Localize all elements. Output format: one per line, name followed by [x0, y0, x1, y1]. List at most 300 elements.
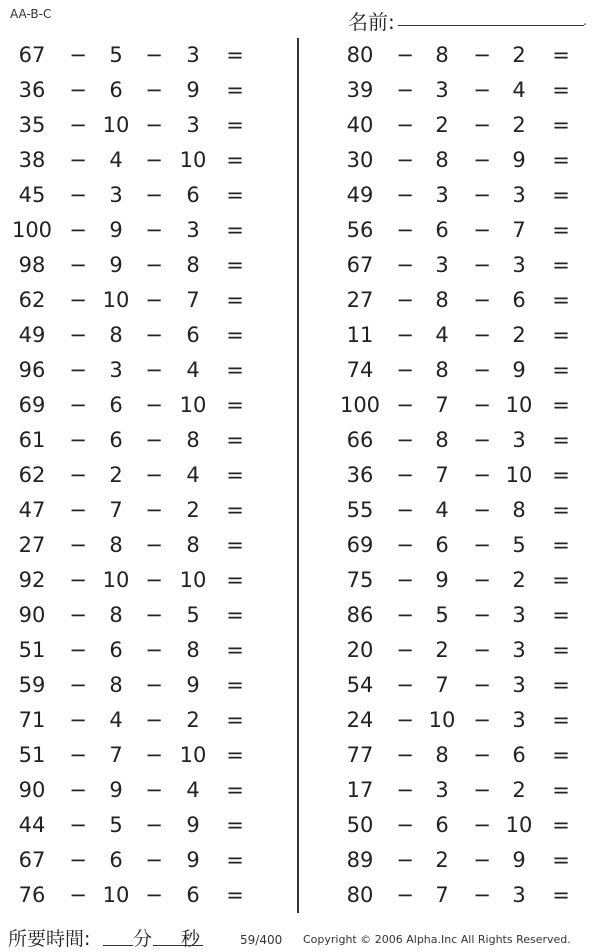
minus-sign: − [145, 638, 163, 662]
subtrahend-1: 3 [435, 183, 449, 207]
equals-sign: = [226, 883, 244, 907]
problem-row [330, 214, 600, 249]
subtrahend-2: 8 [186, 638, 200, 662]
minus-sign: − [145, 743, 163, 767]
equals-sign: = [226, 603, 244, 627]
problem-row [0, 739, 280, 774]
problem-row [330, 774, 600, 809]
copyright-notice: Copyright © 2006 Alpha.Inc All Rights Reserved. [303, 933, 571, 946]
equals-sign: = [226, 848, 244, 872]
minus-sign: − [145, 883, 163, 907]
subtrahend-1: 8 [109, 673, 123, 697]
minus-sign: − [473, 113, 491, 137]
subtrahend-1: 9 [109, 778, 123, 802]
problem-row [330, 634, 600, 669]
minus-sign: − [69, 218, 87, 242]
problem-row [0, 669, 280, 704]
equals-sign: = [552, 218, 570, 242]
subtrahend-1: 10 [102, 113, 130, 137]
subtrahend-1: 3 [435, 78, 449, 102]
subtrahend-2: 3 [512, 708, 526, 732]
minuend: 27 [346, 288, 374, 312]
minuend: 27 [18, 533, 46, 557]
equals-sign: = [552, 673, 570, 697]
minuend: 54 [346, 673, 374, 697]
subtrahend-1: 6 [109, 428, 123, 452]
problem-row [0, 39, 280, 74]
minus-sign: − [396, 253, 414, 277]
minus-sign: − [473, 183, 491, 207]
minuend: 71 [18, 708, 46, 732]
minus-sign: − [396, 218, 414, 242]
minuend: 80 [346, 43, 374, 67]
equals-sign: = [552, 883, 570, 907]
problem-row [330, 144, 600, 179]
minus-sign: − [396, 778, 414, 802]
problem-row [0, 704, 280, 739]
minuend: 66 [346, 428, 374, 452]
equals-sign: = [226, 183, 244, 207]
minus-sign: − [473, 603, 491, 627]
minuend: 49 [18, 323, 46, 347]
minuend: 69 [18, 393, 46, 417]
equals-sign: = [226, 253, 244, 277]
minuend: 98 [18, 253, 46, 277]
subtrahend-2: 9 [512, 148, 526, 172]
problem-row [0, 74, 280, 109]
minus-sign: − [69, 148, 87, 172]
subtrahend-1: 6 [435, 533, 449, 557]
equals-sign: = [552, 78, 570, 102]
problem-row [0, 494, 280, 529]
minus-sign: − [69, 78, 87, 102]
problem-row [330, 529, 600, 564]
problem-row [330, 284, 600, 319]
subtrahend-2: 3 [512, 673, 526, 697]
subtrahend-1: 8 [435, 43, 449, 67]
minus-sign: − [396, 743, 414, 767]
minus-sign: − [145, 778, 163, 802]
problem-row [330, 494, 600, 529]
minus-sign: − [69, 393, 87, 417]
subtrahend-1: 7 [435, 463, 449, 487]
minuend: 20 [346, 638, 374, 662]
minus-sign: − [396, 848, 414, 872]
minuend: 86 [346, 603, 374, 627]
problem-row [330, 39, 600, 74]
minus-sign: − [145, 253, 163, 277]
subtrahend-2: 10 [179, 743, 207, 767]
minutes-unit: 分 [133, 928, 153, 950]
problem-row [0, 424, 280, 459]
minus-sign: − [145, 813, 163, 837]
minus-sign: − [473, 708, 491, 732]
equals-sign: = [226, 393, 244, 417]
subtrahend-2: 6 [512, 743, 526, 767]
minus-sign: − [69, 638, 87, 662]
minus-sign: − [145, 498, 163, 522]
minus-sign: − [396, 358, 414, 382]
minus-sign: − [396, 323, 414, 347]
problem-row [330, 809, 600, 844]
subtrahend-2: 6 [186, 323, 200, 347]
minus-sign: − [145, 78, 163, 102]
subtrahend-2: 10 [179, 148, 207, 172]
equals-sign: = [226, 113, 244, 137]
subtrahend-2: 5 [512, 533, 526, 557]
equals-sign: = [552, 743, 570, 767]
minus-sign: − [473, 288, 491, 312]
equals-sign: = [226, 218, 244, 242]
minus-sign: − [145, 148, 163, 172]
minuend: 47 [18, 498, 46, 522]
equals-sign: = [552, 603, 570, 627]
equals-sign: = [552, 848, 570, 872]
subtrahend-1: 4 [109, 708, 123, 732]
subtrahend-1: 7 [109, 498, 123, 522]
minus-sign: − [396, 568, 414, 592]
minus-sign: − [69, 848, 87, 872]
subtrahend-2: 4 [186, 358, 200, 382]
equals-sign: = [226, 288, 244, 312]
subtrahend-2: 4 [186, 778, 200, 802]
minus-sign: − [69, 778, 87, 802]
subtrahend-2: 6 [512, 288, 526, 312]
subtrahend-2: 2 [512, 43, 526, 67]
minuend: 96 [18, 358, 46, 382]
column-divider [297, 38, 299, 913]
subtrahend-1: 2 [435, 638, 449, 662]
minuend: 55 [346, 498, 374, 522]
subtrahend-1: 6 [109, 848, 123, 872]
equals-sign: = [552, 533, 570, 557]
problem-row [0, 529, 280, 564]
subtrahend-1: 10 [428, 708, 456, 732]
minuend: 80 [346, 883, 374, 907]
subtrahend-2: 8 [186, 253, 200, 277]
minuend: 36 [18, 78, 46, 102]
minus-sign: − [145, 533, 163, 557]
minus-sign: − [145, 393, 163, 417]
problem-row [0, 879, 280, 914]
minus-sign: − [396, 428, 414, 452]
problem-row [330, 109, 600, 144]
minus-sign: − [473, 778, 491, 802]
subtrahend-2: 3 [512, 883, 526, 907]
problem-row [330, 844, 600, 879]
subtrahend-2: 3 [512, 638, 526, 662]
equals-sign: = [552, 498, 570, 522]
subtrahend-1: 3 [435, 778, 449, 802]
equals-sign: = [552, 323, 570, 347]
minus-sign: − [396, 463, 414, 487]
minus-sign: − [396, 78, 414, 102]
minus-sign: − [145, 848, 163, 872]
minus-sign: − [473, 568, 491, 592]
subtrahend-1: 6 [435, 218, 449, 242]
subtrahend-1: 9 [109, 218, 123, 242]
minutes-blank[interactable] [103, 945, 133, 946]
equals-sign: = [226, 428, 244, 452]
left-problem-column [0, 39, 280, 914]
minus-sign: − [396, 393, 414, 417]
minus-sign: − [473, 463, 491, 487]
subtrahend-1: 4 [435, 323, 449, 347]
minus-sign: − [145, 568, 163, 592]
subtrahend-1: 3 [435, 253, 449, 277]
subtrahend-2: 10 [505, 463, 533, 487]
subtrahend-1: 2 [435, 113, 449, 137]
equals-sign: = [552, 113, 570, 137]
equals-sign: = [226, 498, 244, 522]
minus-sign: − [473, 883, 491, 907]
subtrahend-1: 6 [435, 813, 449, 837]
minuend: 51 [18, 743, 46, 767]
problem-row [0, 774, 280, 809]
equals-sign: = [552, 778, 570, 802]
subtrahend-2: 2 [186, 498, 200, 522]
subtrahend-2: 10 [505, 813, 533, 837]
minus-sign: − [145, 323, 163, 347]
problem-row [330, 354, 600, 389]
problem-row [330, 459, 600, 494]
problem-row [330, 704, 600, 739]
minus-sign: − [69, 183, 87, 207]
name-field-line[interactable] [398, 25, 584, 26]
minus-sign: − [396, 603, 414, 627]
equals-sign: = [226, 533, 244, 557]
minus-sign: − [396, 43, 414, 67]
problem-row [0, 389, 280, 424]
subtrahend-1: 8 [109, 603, 123, 627]
minus-sign: − [396, 183, 414, 207]
minuend: 90 [18, 603, 46, 627]
minuend: 56 [346, 218, 374, 242]
equals-sign: = [226, 743, 244, 767]
minus-sign: − [396, 533, 414, 557]
subtrahend-1: 9 [435, 568, 449, 592]
minus-sign: − [473, 358, 491, 382]
minus-sign: − [145, 113, 163, 137]
minus-sign: − [145, 358, 163, 382]
equals-sign: = [552, 183, 570, 207]
problem-row [0, 459, 280, 494]
problem-row [0, 284, 280, 319]
equals-sign: = [226, 323, 244, 347]
equals-sign: = [552, 568, 570, 592]
name-label: 名前: [348, 10, 395, 34]
minus-sign: − [145, 288, 163, 312]
subtrahend-2: 4 [186, 463, 200, 487]
minuend: 61 [18, 428, 46, 452]
subtrahend-1: 8 [435, 743, 449, 767]
subtrahend-2: 10 [179, 393, 207, 417]
seconds-unit: 秒 [181, 928, 201, 950]
minus-sign: − [396, 673, 414, 697]
subtrahend-1: 8 [109, 533, 123, 557]
subtrahend-1: 3 [109, 358, 123, 382]
minuend: 92 [18, 568, 46, 592]
problem-row [330, 739, 600, 774]
subtrahend-1: 8 [435, 428, 449, 452]
minus-sign: − [145, 43, 163, 67]
name-end-mark: . [583, 14, 587, 28]
problem-row [330, 879, 600, 914]
equals-sign: = [552, 253, 570, 277]
subtrahend-2: 9 [512, 848, 526, 872]
subtrahend-2: 8 [186, 428, 200, 452]
minuend: 100 [11, 218, 53, 242]
subtrahend-2: 4 [512, 78, 526, 102]
subtrahend-1: 6 [109, 638, 123, 662]
subtrahend-2: 7 [186, 288, 200, 312]
minus-sign: − [473, 743, 491, 767]
minus-sign: − [69, 323, 87, 347]
equals-sign: = [552, 428, 570, 452]
problem-row [330, 319, 600, 354]
subtrahend-1: 5 [109, 813, 123, 837]
minus-sign: − [396, 638, 414, 662]
minus-sign: − [69, 288, 87, 312]
minus-sign: − [396, 148, 414, 172]
seconds-blank[interactable] [153, 945, 181, 946]
equals-sign: = [552, 358, 570, 382]
problem-row [0, 109, 280, 144]
minus-sign: − [473, 393, 491, 417]
minuend: 90 [18, 778, 46, 802]
problem-row [0, 354, 280, 389]
minuend: 69 [346, 533, 374, 557]
minus-sign: − [69, 113, 87, 137]
equals-sign: = [226, 78, 244, 102]
minus-sign: − [69, 358, 87, 382]
subtrahend-2: 3 [186, 43, 200, 67]
subtrahend-2: 3 [512, 183, 526, 207]
subtrahend-1: 10 [102, 883, 130, 907]
minus-sign: − [145, 183, 163, 207]
minuend: 59 [18, 673, 46, 697]
minuend: 62 [18, 288, 46, 312]
minus-sign: − [473, 323, 491, 347]
subtrahend-1: 7 [435, 393, 449, 417]
equals-sign: = [552, 43, 570, 67]
subtrahend-2: 5 [186, 603, 200, 627]
minuend: 11 [346, 323, 374, 347]
minus-sign: − [145, 673, 163, 697]
minuend: 45 [18, 183, 46, 207]
minus-sign: − [145, 428, 163, 452]
minuend: 49 [346, 183, 374, 207]
subtrahend-2: 3 [512, 603, 526, 627]
minus-sign: − [69, 533, 87, 557]
subtrahend-1: 6 [109, 78, 123, 102]
minus-sign: − [69, 463, 87, 487]
minuend: 67 [346, 253, 374, 277]
minus-sign: − [145, 603, 163, 627]
equals-sign: = [552, 638, 570, 662]
minuend: 24 [346, 708, 374, 732]
minus-sign: − [396, 113, 414, 137]
subtrahend-2: 3 [512, 428, 526, 452]
problem-row [330, 564, 600, 599]
equals-sign: = [226, 778, 244, 802]
minuend: 51 [18, 638, 46, 662]
minus-sign: − [473, 638, 491, 662]
problem-row [0, 564, 280, 599]
subtrahend-2: 8 [186, 533, 200, 557]
equals-sign: = [552, 708, 570, 732]
minus-sign: − [69, 673, 87, 697]
subtrahend-2: 9 [186, 848, 200, 872]
problem-row [330, 389, 600, 424]
equals-sign: = [226, 43, 244, 67]
subtrahend-2: 10 [505, 393, 533, 417]
equals-sign: = [226, 148, 244, 172]
subtrahend-1: 4 [109, 148, 123, 172]
subtrahend-2: 6 [186, 183, 200, 207]
equals-sign: = [226, 638, 244, 662]
subtrahend-1: 3 [109, 183, 123, 207]
minus-sign: − [473, 673, 491, 697]
equals-sign: = [226, 813, 244, 837]
minuend: 17 [346, 778, 374, 802]
subtrahend-2: 9 [186, 813, 200, 837]
subtrahend-2: 9 [186, 673, 200, 697]
subtrahend-2: 7 [512, 218, 526, 242]
problem-row [0, 599, 280, 634]
subtrahend-1: 4 [435, 498, 449, 522]
minuend: 74 [346, 358, 374, 382]
subtrahend-2: 3 [512, 253, 526, 277]
minuend: 100 [339, 393, 381, 417]
minus-sign: − [396, 288, 414, 312]
subtrahend-2: 2 [512, 568, 526, 592]
minus-sign: − [69, 253, 87, 277]
subtrahend-1: 8 [435, 288, 449, 312]
equals-sign: = [552, 463, 570, 487]
minus-sign: − [473, 428, 491, 452]
equals-sign: = [226, 568, 244, 592]
equals-sign: = [226, 463, 244, 487]
equals-sign: = [226, 673, 244, 697]
problem-row [0, 144, 280, 179]
minus-sign: − [473, 253, 491, 277]
equals-sign: = [226, 708, 244, 732]
minus-sign: − [145, 463, 163, 487]
minuend: 76 [18, 883, 46, 907]
minuend: 40 [346, 113, 374, 137]
minus-sign: − [473, 813, 491, 837]
minuend: 75 [346, 568, 374, 592]
problem-row [0, 809, 280, 844]
subtrahend-1: 10 [102, 568, 130, 592]
minus-sign: − [396, 813, 414, 837]
equals-sign: = [552, 393, 570, 417]
minus-sign: − [396, 498, 414, 522]
minus-sign: − [473, 498, 491, 522]
problem-row [330, 249, 600, 284]
minuend: 30 [346, 148, 374, 172]
subtrahend-2: 2 [512, 778, 526, 802]
subtrahend-1: 8 [109, 323, 123, 347]
subtrahend-1: 6 [109, 393, 123, 417]
minuend: 67 [18, 43, 46, 67]
minus-sign: − [473, 43, 491, 67]
problem-row [0, 249, 280, 284]
minus-sign: − [69, 603, 87, 627]
subtrahend-1: 9 [109, 253, 123, 277]
time-label: 所要時間: [8, 928, 91, 950]
